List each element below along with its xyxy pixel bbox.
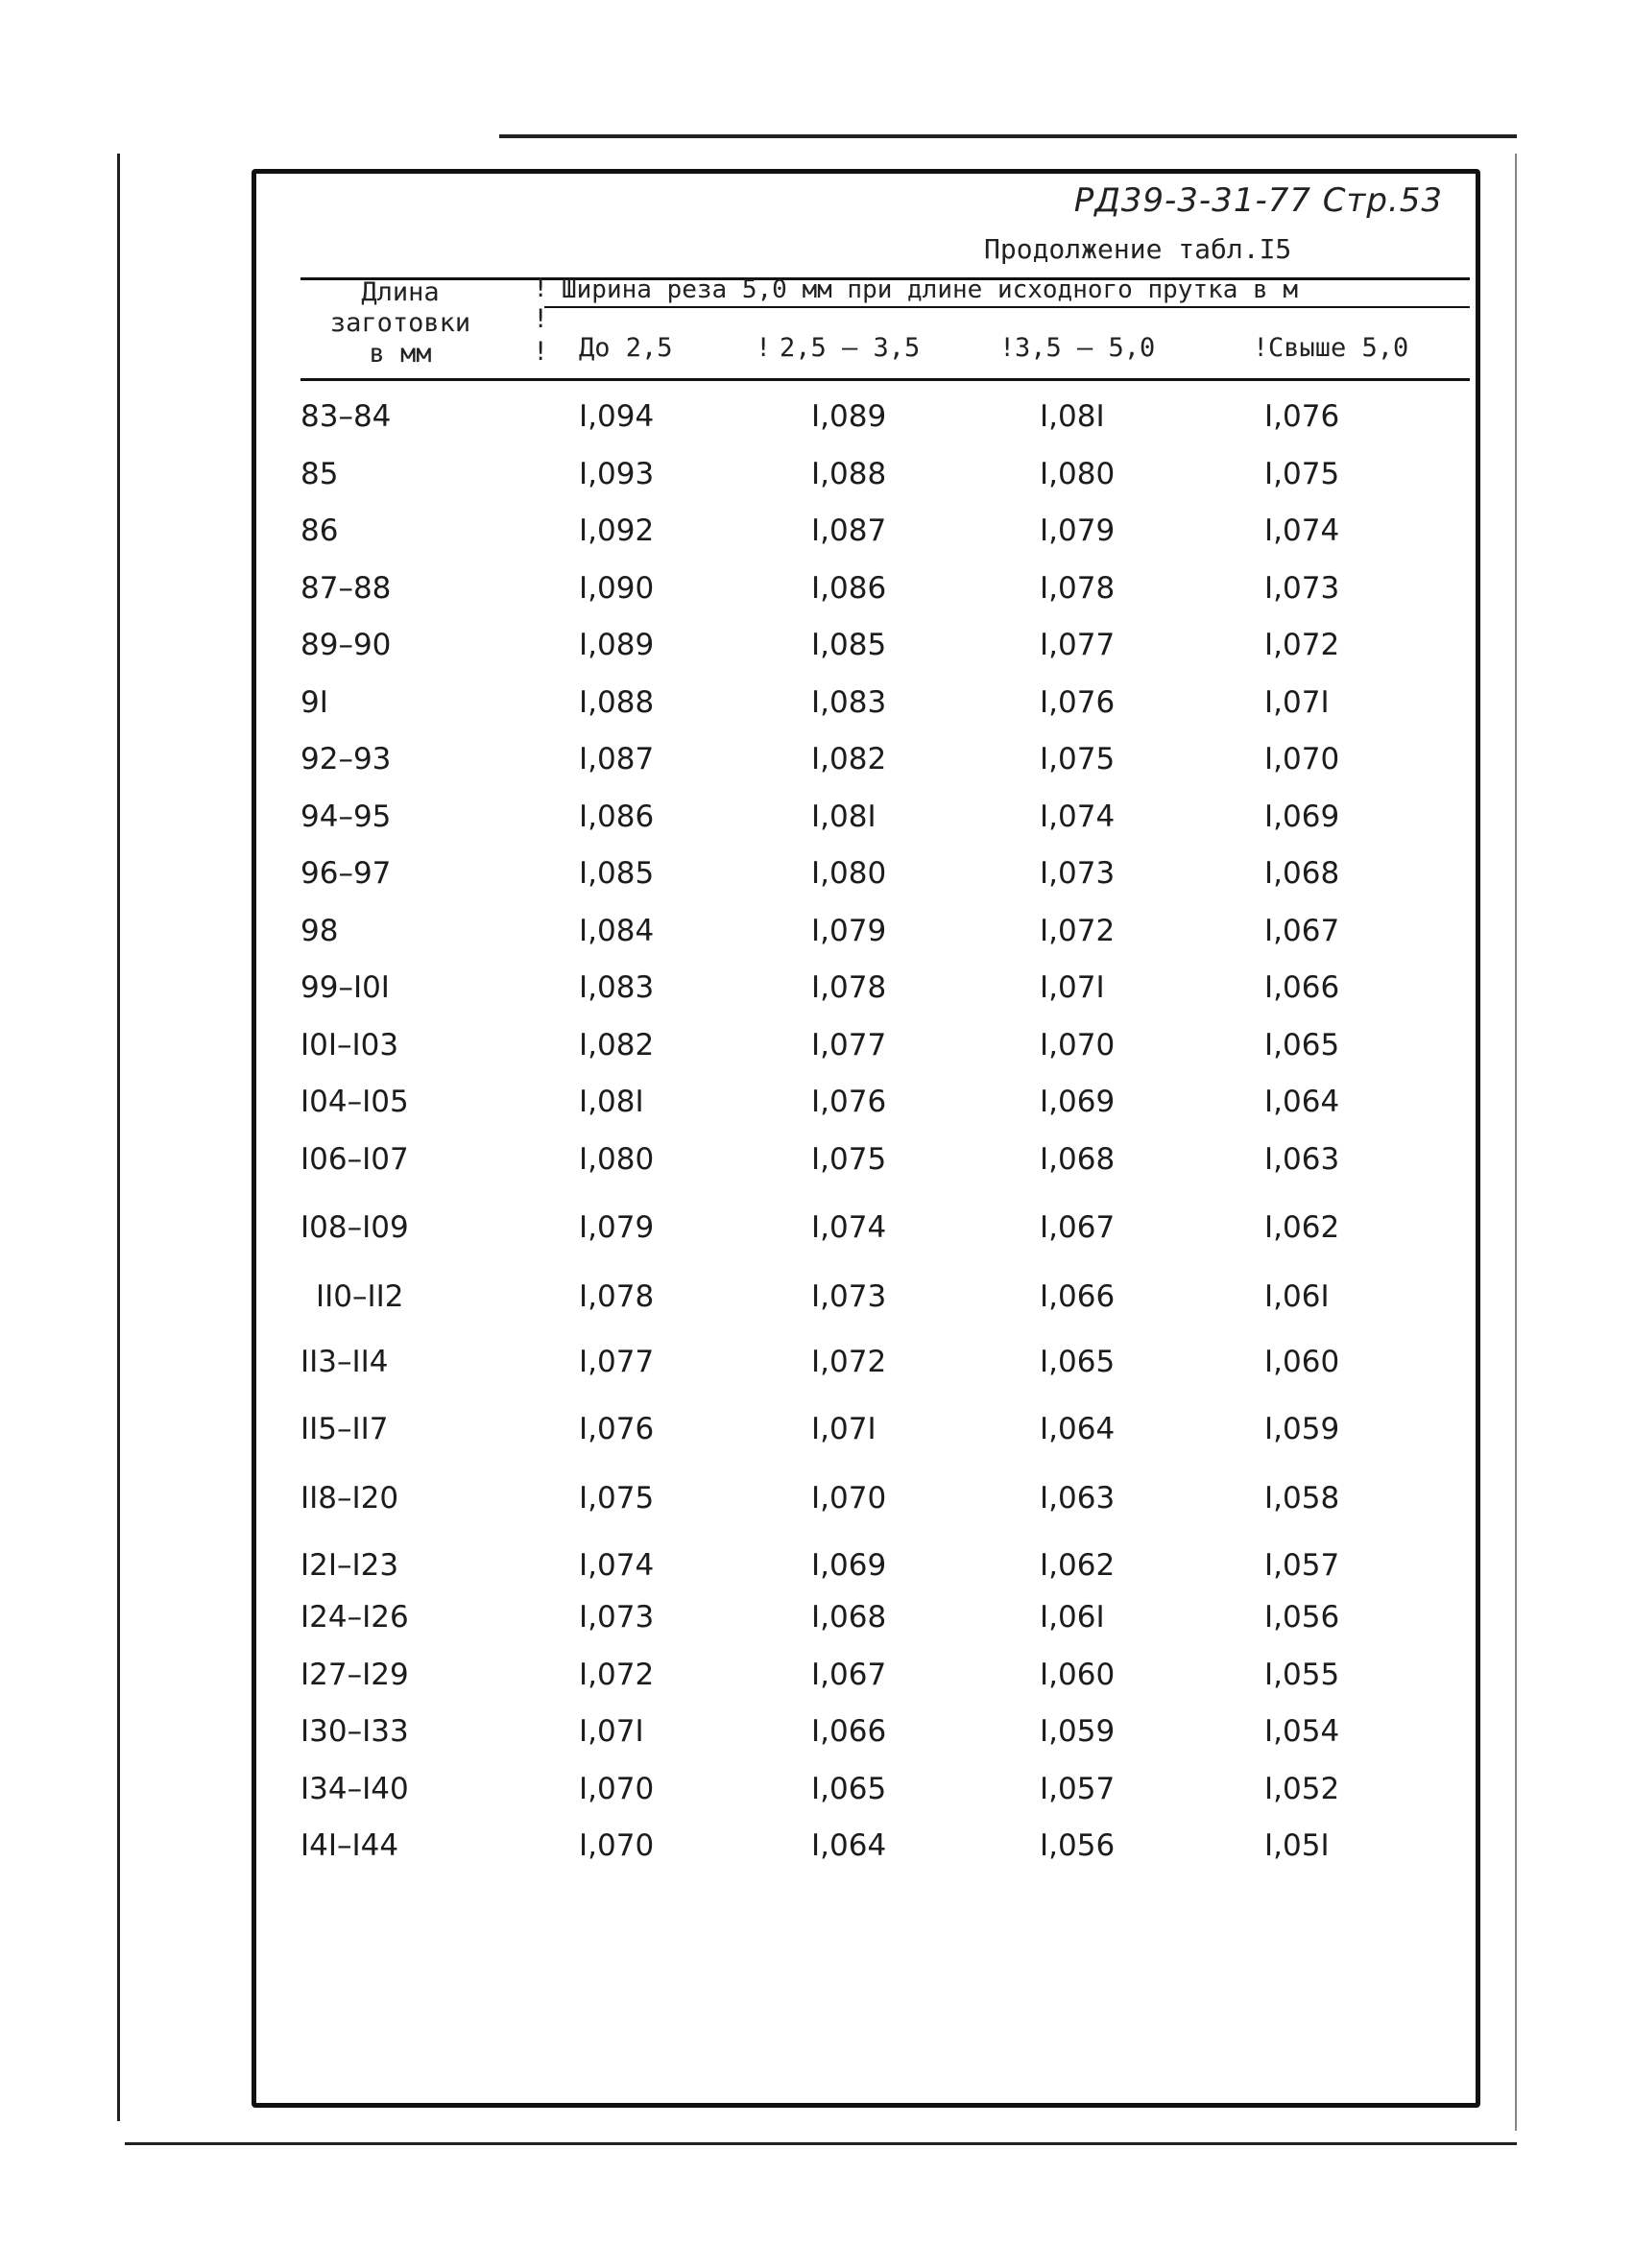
cell-3-5-5-0: I,069 [1040, 1085, 1116, 1119]
table-row [256, 1270, 1476, 1337]
cell-upto-2-5: I,078 [579, 1279, 655, 1314]
cell-2-5-3-5: I,074 [811, 1210, 887, 1245]
cell-2-5-3-5: I,065 [811, 1771, 887, 1806]
table-row [256, 1085, 1476, 1142]
table-row [256, 1028, 1476, 1086]
cell-over-5-0: I,057 [1264, 1548, 1340, 1583]
cell-length: II5–II7 [300, 1412, 389, 1446]
header-separator: ! [999, 333, 1016, 363]
cell-3-5-5-0: I,065 [1040, 1345, 1116, 1379]
table-row [256, 399, 1476, 457]
cell-2-5-3-5: I,079 [811, 913, 887, 948]
cell-3-5-5-0: I,074 [1040, 799, 1116, 834]
cell-over-5-0: I,056 [1264, 1600, 1340, 1635]
header-separator: ! [756, 333, 772, 363]
cell-length: 98 [300, 913, 339, 948]
cell-2-5-3-5: I,068 [811, 1600, 887, 1635]
cell-length: I4I–I44 [300, 1828, 399, 1863]
table-row [256, 457, 1476, 514]
cell-length: I2I–I23 [300, 1548, 399, 1583]
cell-3-5-5-0: I,079 [1040, 513, 1116, 548]
cell-over-5-0: I,070 [1264, 742, 1340, 776]
cell-upto-2-5: I,080 [579, 1141, 655, 1177]
cell-2-5-3-5: I,080 [811, 856, 887, 891]
cell-length: I24–I26 [300, 1600, 409, 1635]
cell-length: I08–I09 [300, 1210, 409, 1245]
cell-over-5-0: I,05I [1264, 1828, 1330, 1863]
cell-over-5-0: I,055 [1264, 1657, 1340, 1692]
cell-over-5-0: I,076 [1264, 399, 1340, 434]
cell-over-5-0: I,07I [1264, 684, 1330, 720]
cell-2-5-3-5: I,075 [811, 1141, 887, 1177]
cell-2-5-3-5: I,07I [811, 1412, 877, 1446]
table-row [256, 1714, 1476, 1772]
cell-over-5-0: I,065 [1264, 1027, 1340, 1062]
cell-length: 99–I0I [300, 970, 390, 1005]
cell-over-5-0: I,052 [1264, 1771, 1340, 1806]
cell-upto-2-5: I,07I [579, 1714, 644, 1749]
cell-upto-2-5: I,073 [579, 1600, 655, 1635]
cell-3-5-5-0: I,080 [1040, 456, 1116, 491]
cell-over-5-0: I,073 [1264, 570, 1340, 606]
cell-2-5-3-5: I,070 [811, 1481, 887, 1516]
cell-2-5-3-5: I,082 [811, 742, 887, 776]
cell-length: I06–I07 [300, 1141, 409, 1177]
cell-2-5-3-5: I,078 [811, 970, 887, 1005]
cell-2-5-3-5: I,076 [811, 1085, 887, 1119]
cell-length: 85 [300, 456, 339, 491]
cell-upto-2-5: I,088 [579, 684, 655, 720]
header-sub-upto-2-5: До 2,5 [579, 333, 673, 363]
table-row [256, 1404, 1476, 1473]
table-row [256, 685, 1476, 743]
cell-over-5-0: I,062 [1264, 1210, 1340, 1245]
cell-3-5-5-0: I,076 [1040, 684, 1116, 720]
cell-upto-2-5: I,08I [579, 1085, 644, 1119]
document-code: РД39-3-31-77 Стр.53 [1073, 181, 1443, 220]
cell-over-5-0: I,066 [1264, 970, 1340, 1005]
cell-length: 89–90 [300, 628, 392, 662]
header-separator: ! [533, 337, 549, 367]
cell-3-5-5-0: I,06I [1040, 1600, 1105, 1635]
cell-upto-2-5: I,085 [579, 856, 655, 891]
cell-2-5-3-5: I,064 [811, 1828, 887, 1863]
table-row [256, 1542, 1476, 1600]
table-row [256, 571, 1476, 629]
cell-2-5-3-5: I,083 [811, 684, 887, 720]
cell-length: II0–II2 [316, 1279, 404, 1314]
cell-3-5-5-0: I,062 [1040, 1548, 1116, 1583]
cell-upto-2-5: I,070 [579, 1771, 655, 1806]
table-row [256, 914, 1476, 971]
cell-3-5-5-0: I,077 [1040, 628, 1116, 662]
cell-upto-2-5: I,087 [579, 742, 655, 776]
cell-upto-2-5: I,076 [579, 1412, 655, 1446]
table-row [256, 1473, 1476, 1542]
table-row [256, 742, 1476, 800]
cell-over-5-0: I,064 [1264, 1085, 1340, 1119]
table-row [256, 513, 1476, 571]
cell-2-5-3-5: I,086 [811, 570, 887, 606]
cell-length: 96–97 [300, 856, 392, 891]
cell-2-5-3-5: I,077 [811, 1027, 887, 1062]
cell-2-5-3-5: I,088 [811, 456, 887, 491]
cell-3-5-5-0: I,078 [1040, 570, 1116, 606]
cell-upto-2-5: I,092 [579, 513, 655, 548]
cell-3-5-5-0: I,060 [1040, 1657, 1116, 1692]
cell-over-5-0: I,075 [1264, 456, 1340, 491]
cell-2-5-3-5: I,073 [811, 1279, 887, 1314]
cell-over-5-0: I,060 [1264, 1345, 1340, 1379]
cell-upto-2-5: I,077 [579, 1345, 655, 1379]
header-sub-2-5-3-5: 2,5 – 3,5 [780, 333, 921, 363]
table-row [256, 1658, 1476, 1715]
table-row [256, 856, 1476, 914]
table-row [256, 1337, 1476, 1404]
scan-edge-left [117, 154, 120, 2121]
cell-over-5-0: I,067 [1264, 913, 1340, 948]
cell-3-5-5-0: I,059 [1040, 1714, 1116, 1749]
cell-length: II8–I20 [300, 1481, 399, 1516]
cell-over-5-0: I,068 [1264, 856, 1340, 891]
cell-3-5-5-0: I,073 [1040, 856, 1116, 891]
header-length-line3: в мм [369, 339, 432, 369]
cell-upto-2-5: I,090 [579, 570, 655, 606]
cell-length: I27–I29 [300, 1657, 409, 1692]
cell-3-5-5-0: I,072 [1040, 913, 1116, 948]
header-sub-3-5-5-0: 3,5 – 5,0 [1015, 333, 1156, 363]
cell-over-5-0: I,059 [1264, 1412, 1340, 1446]
cell-length: 87–88 [300, 570, 392, 606]
header-length-line1: Длина [361, 277, 440, 307]
cell-over-5-0: I,063 [1264, 1141, 1340, 1177]
table-continuation-title: Продолжение табл.I5 [984, 233, 1292, 265]
header-separator: ! [533, 274, 549, 303]
cell-length: 92–93 [300, 742, 392, 776]
cell-upto-2-5: I,084 [579, 913, 655, 948]
cell-upto-2-5: I,075 [579, 1481, 655, 1516]
table-row [256, 1772, 1476, 1829]
scan-edge-top [499, 134, 1517, 138]
header-length-line2: заготовки [329, 308, 471, 338]
cell-3-5-5-0: I,063 [1040, 1481, 1116, 1516]
cell-length: I0I–I03 [300, 1027, 399, 1062]
table-row [256, 970, 1476, 1028]
header-rule-group [544, 306, 1470, 308]
table-row [256, 1600, 1476, 1658]
document-frame [252, 169, 1480, 2108]
table-row [256, 800, 1476, 857]
cell-3-5-5-0: I,056 [1040, 1828, 1116, 1863]
header-rule-bottom [300, 378, 1470, 381]
cell-2-5-3-5: I,08I [811, 799, 877, 834]
cell-3-5-5-0: I,067 [1040, 1210, 1116, 1245]
header-separator: ! [1253, 333, 1269, 363]
cell-3-5-5-0: I,07I [1040, 970, 1105, 1005]
header-sub-over-5-0: Свыше 5,0 [1268, 333, 1409, 363]
cell-2-5-3-5: I,085 [811, 628, 887, 662]
cell-3-5-5-0: I,075 [1040, 742, 1116, 776]
cell-3-5-5-0: I,08I [1040, 399, 1105, 434]
cell-over-5-0: I,074 [1264, 513, 1340, 548]
cell-3-5-5-0: I,070 [1040, 1027, 1116, 1062]
cell-length: 83–84 [300, 399, 392, 434]
cell-3-5-5-0: I,064 [1040, 1412, 1116, 1446]
cell-upto-2-5: I,086 [579, 799, 655, 834]
cell-upto-2-5: I,093 [579, 456, 655, 491]
cell-upto-2-5: I,072 [579, 1657, 655, 1692]
cell-length: I04–I05 [300, 1085, 409, 1119]
cell-upto-2-5: I,094 [579, 399, 655, 434]
cell-3-5-5-0: I,057 [1040, 1771, 1116, 1806]
cell-2-5-3-5: I,087 [811, 513, 887, 548]
cell-upto-2-5: I,070 [579, 1828, 655, 1863]
cell-length: 9I [300, 684, 328, 720]
table-row [256, 1142, 1476, 1200]
table-row [256, 628, 1476, 685]
cell-3-5-5-0: I,068 [1040, 1141, 1116, 1177]
cell-upto-2-5: I,082 [579, 1027, 655, 1062]
cell-3-5-5-0: I,066 [1040, 1279, 1116, 1314]
table-body [256, 399, 1476, 1886]
cell-upto-2-5: I,079 [579, 1210, 655, 1245]
header-group-title: Ширина реза 5,0 мм при длине исходного прутка в м [562, 275, 1299, 304]
cell-upto-2-5: I,089 [579, 628, 655, 662]
cell-length: II3–II4 [300, 1345, 389, 1379]
cell-length: 94–95 [300, 799, 392, 834]
cell-over-5-0: I,072 [1264, 628, 1340, 662]
cell-2-5-3-5: I,067 [811, 1657, 887, 1692]
cell-upto-2-5: I,083 [579, 970, 655, 1005]
header-separator: ! [533, 304, 549, 334]
scan-edge-right [1515, 154, 1517, 2131]
cell-2-5-3-5: I,072 [811, 1345, 887, 1379]
cell-upto-2-5: I,074 [579, 1548, 655, 1583]
cell-over-5-0: I,058 [1264, 1481, 1340, 1516]
cell-length: 86 [300, 513, 339, 548]
cell-over-5-0: I,069 [1264, 799, 1340, 834]
cell-length: I34–I40 [300, 1771, 409, 1806]
cell-length: I30–I33 [300, 1714, 409, 1749]
cell-over-5-0: I,06I [1264, 1279, 1330, 1314]
table-row [256, 1828, 1476, 1886]
cell-2-5-3-5: I,089 [811, 399, 887, 434]
cell-over-5-0: I,054 [1264, 1714, 1340, 1749]
scan-edge-bottom [125, 2142, 1517, 2145]
table-row [256, 1199, 1476, 1270]
cell-2-5-3-5: I,066 [811, 1714, 887, 1749]
cell-2-5-3-5: I,069 [811, 1548, 887, 1583]
